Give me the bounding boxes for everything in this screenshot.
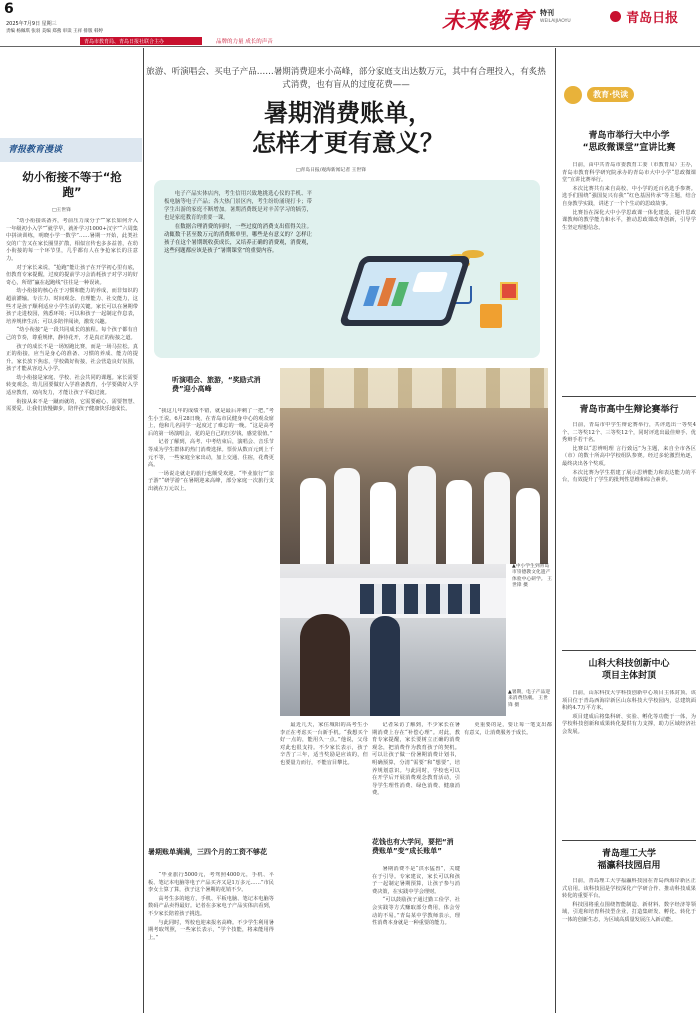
right-divider bbox=[555, 48, 556, 1013]
section-heading: 听演唱会、旅游，“奖励式消费”迎小高峰 bbox=[172, 376, 261, 393]
paragraph: 幼小衔接是家庭、学校、社会共同的课题。家长需要转变观念，幼儿园要做好入学准备教育，小学要做好入学适应教育，双向发力，才能让孩子平稳过渡。 bbox=[6, 374, 138, 397]
paragraph: 日前，青岛理工大学福瀛科技园在青岛西海岸新区正式启用。该科技园是学校深化产学研合作、推动科技成果转化的重要平台。 bbox=[562, 878, 696, 900]
paragraph: 记者采访了解到，不少家长在暑期消费上存在“补偿心理”。对此，教育专家提醒，家长要树立正确的消费观念，把消费作为教育孩子的契机。可以让孩子做一份暑期消费计划书，明确预算，分清“需要”和“想要”，培养规划意识。与此同时，学校也可以在开学后开展消费观念教育活动，引导学生理性消费、绿色消费、健康消费。 bbox=[372, 722, 460, 797]
section-heading: 暑期账单满满，三四个月的工资不够花 bbox=[148, 848, 267, 856]
student-group bbox=[300, 458, 540, 564]
paragraph: 科技园将重点围绕智能制造、新材料、数字经济等领域，引进和培育科技型企业，打造集研发、孵化、转化于一体的创新生态，为区域高质量发展注入新动能。 bbox=[562, 901, 696, 923]
news-title: 青岛市高中生辩论赛举行 bbox=[579, 405, 679, 415]
quick-read-icon bbox=[564, 86, 582, 104]
paper-logo bbox=[610, 6, 678, 26]
news-body bbox=[562, 422, 696, 648]
section-heading: 花钱也有大学问，要把“消费账单”变“成长账单” bbox=[372, 838, 454, 855]
paragraph: 日前，由中共青岛市委教育工委（市教育局）主办，青岛市教育科学研究院承办的青岛市大中小学“思政微课堂”宣讲比赛举行。 bbox=[562, 162, 696, 184]
left-article-author: □王世锋 bbox=[52, 208, 71, 213]
paragraph: 比赛以“思辨明理 言行致远”为主题，来自全市各区（市）的数十所高中学校组队参赛。经过多轮激烈角逐，最终决出各个奖项。 bbox=[562, 445, 696, 467]
page-number: 6 bbox=[4, 1, 14, 17]
paragraph: 暑期消费不是“洪水猛兽”，关键在于引导。专家建议，家长可以和孩子一起制定暑期预算，让孩子参与消费决策，在实践中学会理财。 bbox=[372, 866, 460, 895]
special-label: 特刊 bbox=[540, 9, 554, 17]
main-col-4-text bbox=[464, 722, 552, 1008]
photo1-caption: ▲中小学生到青岛市崇德教文化遗产体验中心研学。 王世锋 摄 bbox=[512, 564, 552, 589]
paragraph: 记者了解到，高考、中考结束后，演唱会、音乐节等成为学生群体的热门消费选择。票价从数百元到上千元不等，一些家庭全家出动，加上交通、住宿，花费更高。 bbox=[148, 439, 274, 469]
quick-read-label: 教育·快读 bbox=[587, 87, 634, 102]
header-divider bbox=[0, 46, 700, 47]
photo-electronics-store bbox=[280, 564, 506, 716]
news-title: 福瀛科技园启用 bbox=[597, 861, 661, 871]
paragraph: 孩子的成长不是一场短跑比赛，而是一场马拉松。真正的衔接，应当是身心的准备、习惯的养成、能力的提升。家长放下焦虑，学校做好衔接，社会营造良好氛围，孩子才能从容迈入小学。 bbox=[6, 343, 138, 373]
news-title: 青岛理工大学 bbox=[601, 849, 656, 859]
news-title: 项目主体封顶 bbox=[601, 671, 656, 681]
paragraph: 对于家长来说，“抢跑”能让孩子在开学初心里有底，但教育专家提醒，过度的提前学习会消耗孩子对学习的好奇心，所谓“赢在起跑线”往往是一种误读。 bbox=[6, 264, 138, 286]
paragraph: 幼小衔接的核心在于习惯和能力的养成，而非知识的超前灌输。专注力、时间观念、自理能力、社交能力，这些才是孩子顺利适应小学生活的关键。家长可以在暑期带孩子走进校园，熟悉环境；可以和孩子一起制定作息表，培养规律生活；可以多陪伴阅读，激发兴趣。 bbox=[6, 288, 138, 325]
paragraph: 一场说走就走的旅行也颇受欢迎。“毕业旅行”“亲子游”“研学游”在暑期迎来高峰，部分家庭一次旅行支出就在万元以上。 bbox=[148, 470, 274, 492]
paragraph: 比赛旨在深化大中小学思政课一体化建设，提升思政课教师的教学能力和水平，推动思政课改革创新，引导学生坚定理想信念。 bbox=[562, 209, 696, 231]
paragraph: “幼小衔接该备齐，考前压力成分子”“家长如何介入一年级初小入学”“就学早，就补学习1000+汉字”“六周集中拼读训练，明晓小学一数学”……暑期一开始，此类社交的广告又在家长圈里扩散，相似宣传也多多益善，在幼小衔接的每一个环节里，几乎都有人在争抢家长的注意力。 bbox=[6, 218, 138, 262]
staff-figure bbox=[370, 616, 400, 716]
main-col-3 bbox=[372, 722, 460, 1008]
main-title-line1: 暑期消费账单， bbox=[264, 99, 432, 127]
paragraph: “可以鼓励孩子通过勤工俭学、社会实践等方式赚取部分费用，体会劳动的不易。”青岛某中学教师表示，理性消费本身就是一种重要的能力。 bbox=[372, 897, 460, 927]
main-byline: □青岛日报/观海新闻记者 王世锋 bbox=[296, 168, 367, 173]
phone-illustration bbox=[330, 196, 530, 346]
left-article-title: 幼小衔接不等于“抢跑” bbox=[22, 170, 122, 199]
news-title: 青岛市举行大中小学 bbox=[588, 131, 670, 141]
paragraph: 更重要的是，要让每一笔支出都有意义，让消费服务于成长。 bbox=[464, 722, 552, 736]
paragraph: 衔接从来不是一蹴而就的，它需要耐心、需要智慧、需要爱。让我们放慢脚步，陪伴孩子健康快乐地成长。 bbox=[6, 398, 138, 413]
left-article-body bbox=[6, 218, 138, 1013]
paragraph: 本次比赛为学生搭建了展示思辨能力和表达能力的平台，有效提升了学生的批判性思维和综合素养。 bbox=[562, 469, 696, 484]
main-kicker: 旅游、听演唱会、买电子产品……暑期消费迎来小高峰，部分家庭支出达数万元，其中有合理投入，有炙热式消费，也有盲从的过度花费—— bbox=[146, 67, 546, 90]
news-body bbox=[562, 878, 696, 1010]
left-column bbox=[0, 48, 142, 1013]
section-body bbox=[148, 872, 274, 1008]
paragraph: 高考生多的地方，手机、平板电脑、笔记本电脑等数码产品卖得最好。记者在多家电子产品实体店看到，不少家长陪着孩子挑选。 bbox=[148, 895, 274, 917]
quick-read-badge bbox=[564, 84, 634, 104]
main-col-2-text bbox=[280, 722, 368, 1008]
paragraph: “毕业旅行5000元，考驾照4000元，手机、平板、笔记本电脑等电子产品买齐又是1万多元……”市民李女士算了算，孩子这个暑期的花销不少。 bbox=[148, 872, 274, 894]
lead-paragraph-bold: 在数据合理消费的同时，一些过度的消费支出值得关注。动辄数千甚至数万元的消费账单里，哪些是有意义的？怎样让孩子在这个暑期既收获成长，又培养正确的消费观，消费观，这些问题都应该是孩子“暑期课堂”的重要内容。 bbox=[164, 224, 312, 254]
photo2-caption: ▲暑期，电子产品迎来消费热潮。 王世锋 摄 bbox=[508, 690, 551, 708]
shopping-bag-icon bbox=[480, 304, 502, 328]
paragraph: 日前，山东科技大学科技创新中心项目主体封顶。该项目位于青岛西海岸新区山东科技大学校园内，总建筑面积约4.7万平方米。 bbox=[562, 690, 696, 712]
shopper-figure bbox=[300, 614, 350, 716]
lead-text bbox=[164, 190, 312, 350]
section-body bbox=[372, 866, 460, 1008]
news-divider bbox=[562, 396, 696, 397]
paragraph: 项目建成后将集科研、实验、孵化等功能于一体，为学校科技创新和成果转化提供有力支撑，助力区域经济社会发展。 bbox=[562, 713, 696, 735]
paragraph: 日前，青岛市中学生辩论赛举行，共评选出一等奖4个、二等奖12个、三等奖12个，同时评选出最佳辩手、优秀辩手若干名。 bbox=[562, 422, 696, 444]
lead-paragraph: 电子产品实体店内，考生信用兴致地挑选心仪的手机、平板电脑等电子产品；各大热门景区内，考生纷纷涌现打卡；带学生出游的家庭不断增加。暑期消费既是对辛苦学习的犒劳，也是家庭教育的重要一课。 bbox=[164, 191, 312, 221]
photo-students-museum bbox=[280, 368, 548, 564]
paper-logo-icon bbox=[610, 11, 621, 22]
section-body bbox=[148, 408, 274, 838]
news-divider bbox=[562, 840, 696, 841]
masthead-pinyin: WEILAIJIAOYU bbox=[540, 19, 571, 24]
paragraph: “我这几年的成绩不错，就是最后冲刺了一把，”考生小王说。6月28日晚，在青岛市民健身中心的观众席上，他和几名同学一起度过了难忘的一晚。“这是高考后的第一场演唱会，花的是自己的压岁钱，感觉很值。” bbox=[148, 408, 274, 437]
right-column bbox=[558, 48, 700, 1013]
main-col-1 bbox=[148, 368, 274, 1008]
main-title-line2: 怎样才更有意义？ bbox=[252, 129, 444, 157]
slogan: 品牌的力量 成长的声音 bbox=[216, 39, 273, 45]
ceiling-lights bbox=[280, 368, 548, 408]
paper-logo-text: 青岛日报 bbox=[626, 11, 679, 26]
paragraph: 本次比赛共有来自高校、中小学的近百名选手参赛。选手们围绕“强国复兴有我”“红色基因传承”等主题，结合自身教学实践，讲述了一个个生动的思政故事。 bbox=[562, 185, 696, 207]
gift-box-icon bbox=[500, 282, 518, 300]
news-title: “思政微课堂”宣讲比赛 bbox=[582, 143, 676, 153]
left-divider bbox=[143, 48, 144, 1013]
issue-date: 2025年7月9日 星期三 bbox=[6, 21, 57, 27]
paragraph: “幼小衔接”是一段共同成长的旅程。每个孩子都有自己的节奏，尊重规律，静待花开，才是真正的衔接之道。 bbox=[6, 327, 138, 341]
phone-icon bbox=[339, 256, 472, 326]
news-body bbox=[562, 162, 696, 394]
staff-line: 责编 杨佩琪 张羽 美编 郑燕 审读 王祥 排版 韩婷 bbox=[6, 29, 103, 34]
display-phones bbox=[360, 584, 480, 614]
paragraph: 最近几天，家住城阳的高考生小李正在考虑买一台新手机。“我想买个好一点的，能用久一点。”他说，父母对此也很支持。不少家长表示，孩子辛苦了三年，适当奖励是应该的，但也要量力而行，不能盲目攀比。 bbox=[280, 722, 368, 766]
header-red-bar-text: 青岛市教育局、青岛日报社联合主办 bbox=[84, 39, 165, 45]
news-body bbox=[562, 690, 696, 840]
news-divider bbox=[562, 650, 696, 651]
paragraph: 与此同时，驾校也迎来报名高峰。不少学生利用暑期考取驾照，一些家长表示，“学个技能，将来能用得上。” bbox=[148, 919, 274, 941]
section-body bbox=[372, 722, 460, 830]
news-title: 山科大科技创新中心 bbox=[588, 659, 670, 669]
left-label: 青报教育漫谈 bbox=[8, 145, 63, 155]
page-header bbox=[0, 0, 700, 46]
masthead-title: 未来教育 bbox=[442, 8, 535, 34]
